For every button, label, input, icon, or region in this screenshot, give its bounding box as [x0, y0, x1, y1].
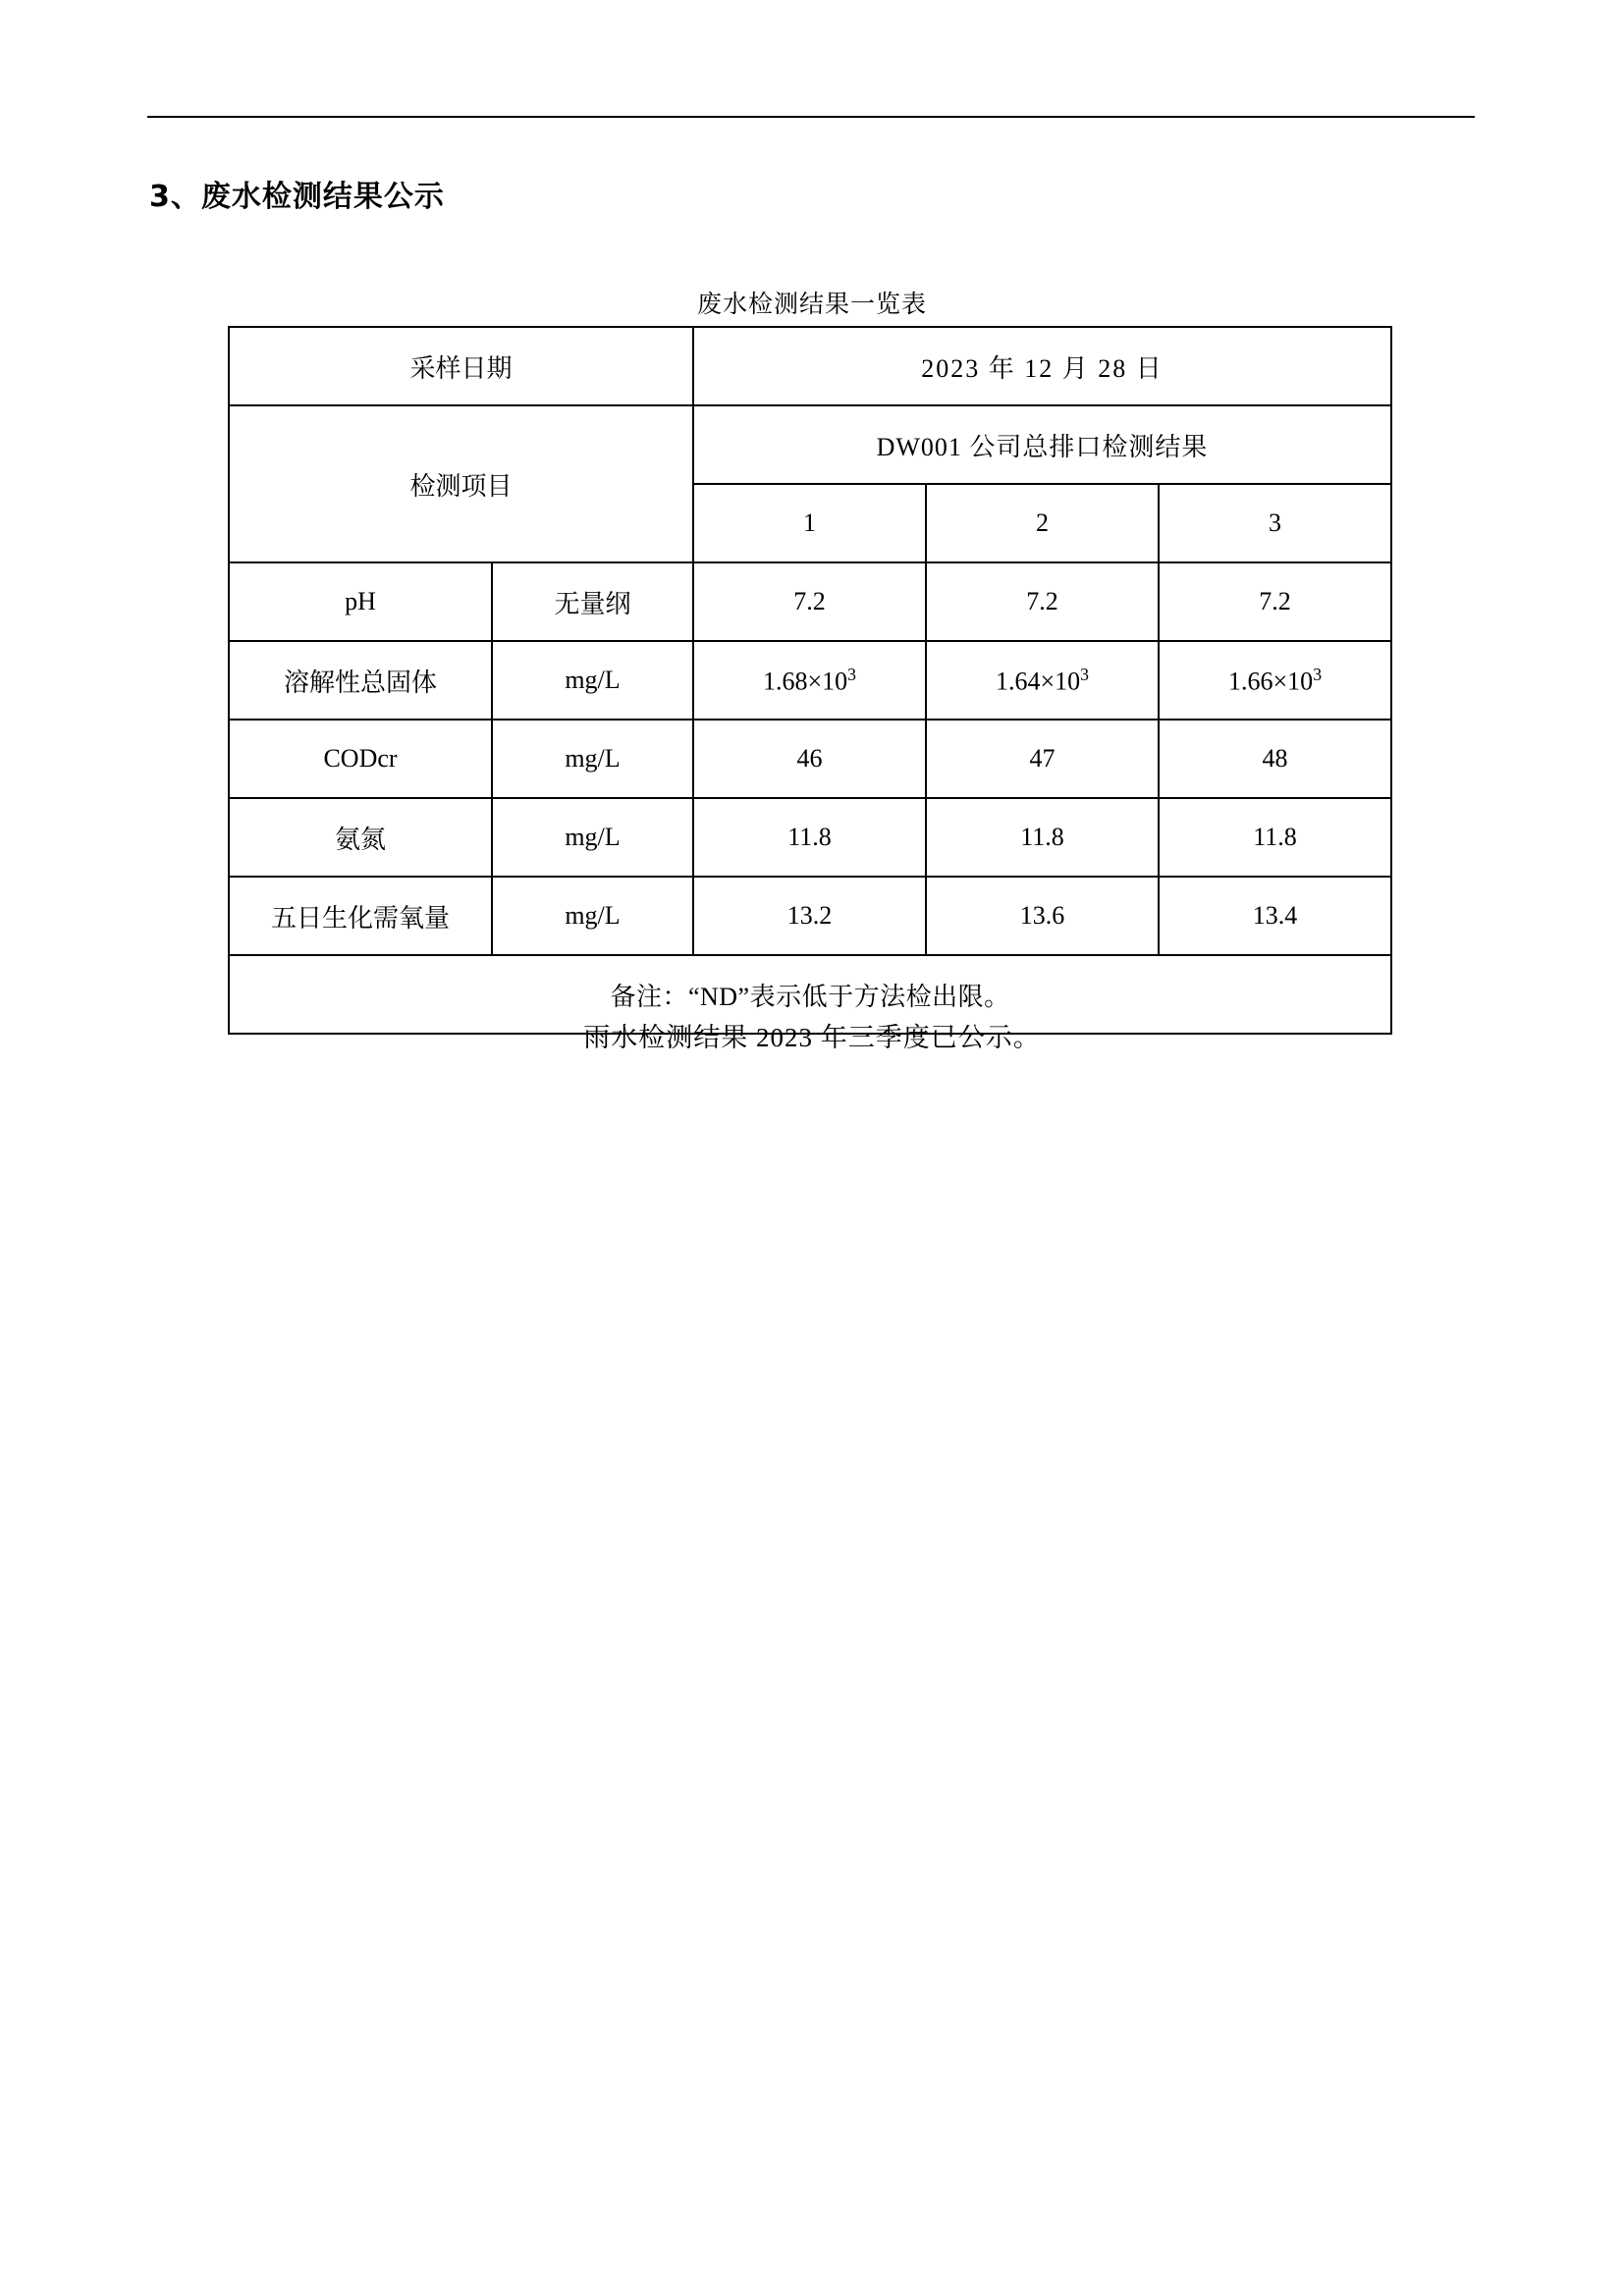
- footer-note: 雨水检测结果 2023 年三季度已公示。: [583, 1023, 1041, 1052]
- row-item-name: pH: [229, 562, 492, 641]
- row-value-3: 11.8: [1159, 798, 1391, 877]
- replicate-header-1: 1: [693, 484, 926, 562]
- row-value-2: 7.2: [926, 562, 1159, 641]
- row-value-2: [926, 641, 1159, 720]
- section-heading: 3、废水检测结果公示: [149, 180, 445, 214]
- row-value-1: 46: [693, 720, 926, 798]
- sample-date-value: 2023 年 12 月 28 日: [693, 327, 1391, 405]
- row-item-name: 氨氮: [229, 798, 492, 877]
- row-value-3: 13.4: [1159, 877, 1391, 955]
- row-value-1: 13.2: [693, 877, 926, 955]
- table-row: [229, 798, 1391, 877]
- table-row: [229, 877, 1391, 955]
- row-value-3: 7.2: [1159, 562, 1391, 641]
- row-value-1: 7.2: [693, 562, 926, 641]
- row-value-3: [1159, 641, 1391, 720]
- row-item-name: 五日生化需氧量: [229, 877, 492, 955]
- row-item-name: 溶解性总固体: [229, 641, 492, 720]
- row-unit: 无量纲: [492, 562, 693, 641]
- table-row: [229, 641, 1391, 720]
- sample-date-label: 采样日期: [229, 327, 693, 405]
- item-label: 检测项目: [229, 405, 693, 562]
- outlet-header: DW001 公司总排口检测结果: [693, 405, 1391, 484]
- row-value-2: 13.6: [926, 877, 1159, 955]
- table-row-sample-date: [229, 327, 1391, 405]
- row-item-name: CODcr: [229, 720, 492, 798]
- value-exponent: 3: [1080, 664, 1090, 684]
- row-unit: mg/L: [492, 877, 693, 955]
- value-mantissa: 1.66×10: [1228, 667, 1314, 696]
- row-unit: mg/L: [492, 798, 693, 877]
- replicate-header-2: 2: [926, 484, 1159, 562]
- row-value-2: 47: [926, 720, 1159, 798]
- row-value-1: [693, 641, 926, 720]
- row-unit: mg/L: [492, 641, 693, 720]
- wastewater-results-table: [228, 326, 1392, 1035]
- table-note: 备注：“ND”表示低于方法检出限。: [229, 955, 1391, 1034]
- row-value-1: 11.8: [693, 798, 926, 877]
- value-exponent: 3: [847, 664, 857, 684]
- replicate-header-3: 3: [1159, 484, 1391, 562]
- row-value-2: 11.8: [926, 798, 1159, 877]
- table-row: [229, 720, 1391, 798]
- table-row-outlet-header: [229, 405, 1391, 484]
- table-row: [229, 562, 1391, 641]
- header-divider: [147, 116, 1475, 118]
- value-mantissa: 1.68×10: [763, 667, 848, 696]
- value-mantissa: 1.64×10: [996, 667, 1081, 696]
- table-caption: 废水检测结果一览表: [696, 292, 927, 318]
- value-exponent: 3: [1313, 664, 1323, 684]
- row-unit: mg/L: [492, 720, 693, 798]
- row-value-3: 48: [1159, 720, 1391, 798]
